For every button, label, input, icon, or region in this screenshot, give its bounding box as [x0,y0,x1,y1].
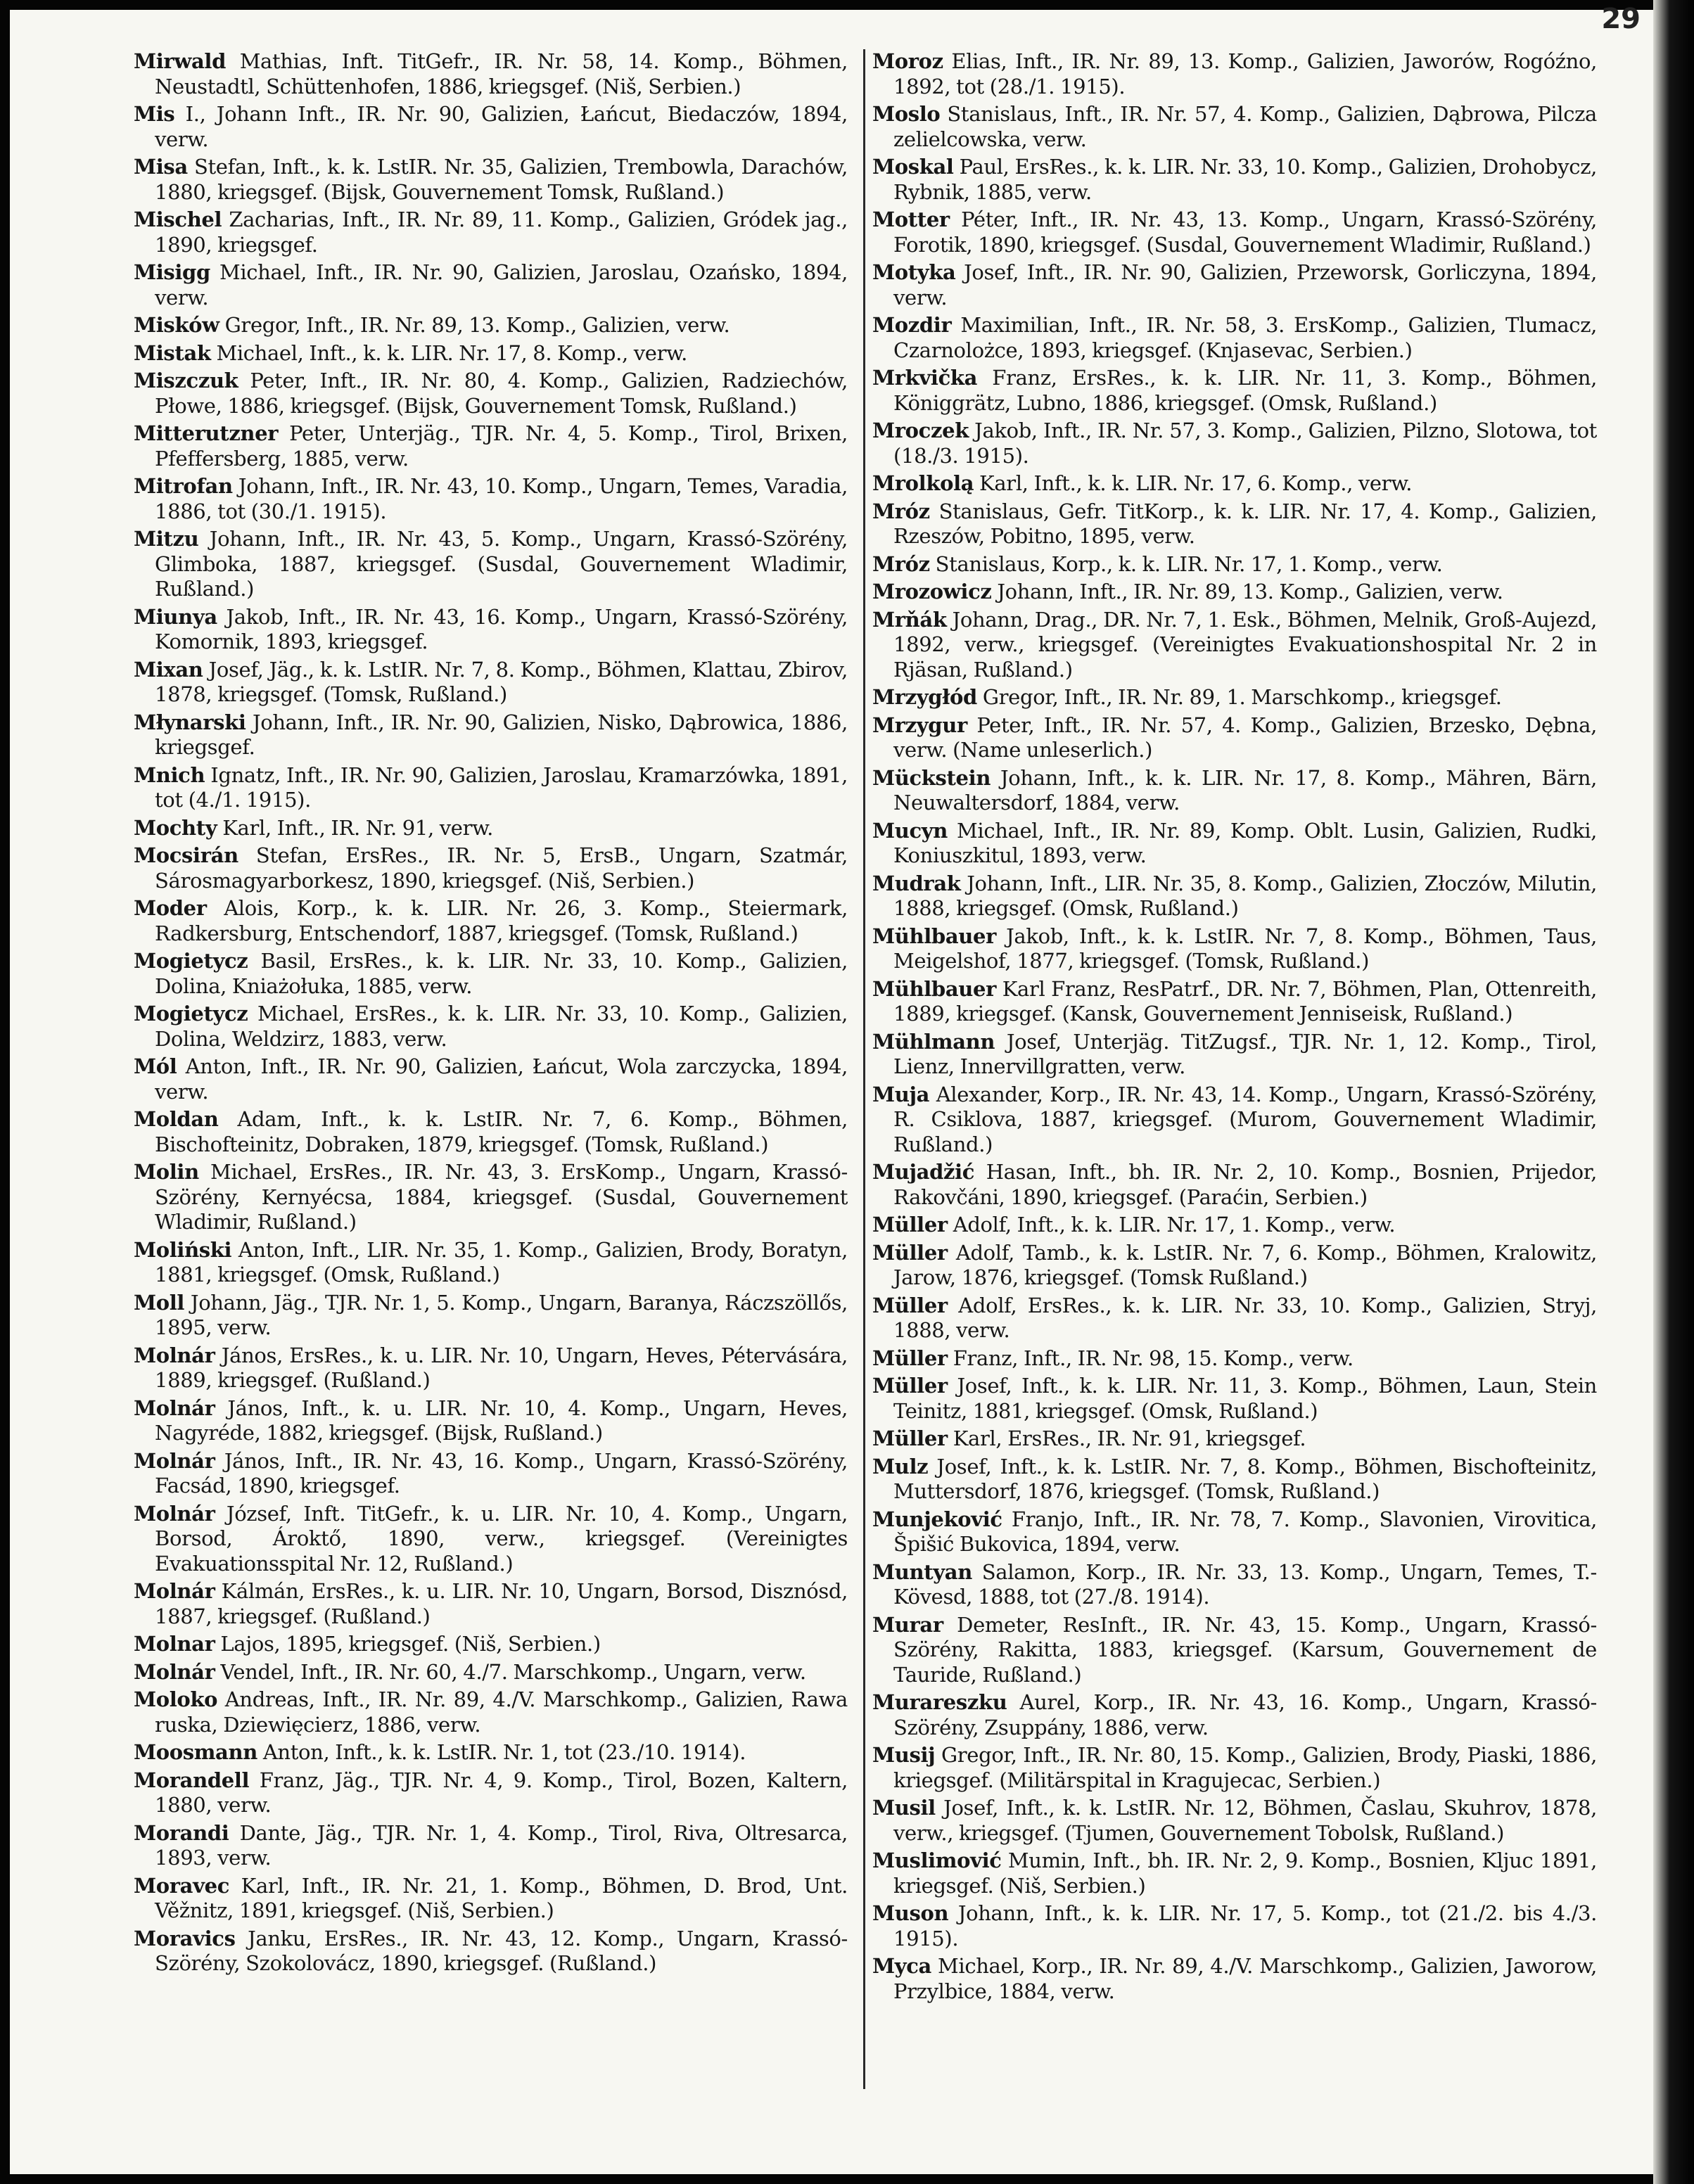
entry-details: Josef, Unterjäg. TitZugsf., TJR. Nr. 1, 12. Komp., Tirol, Lienz, Innervillgratten, verw. [893,1029,1597,1078]
page-edge-shadow [1653,0,1694,2184]
entry-details: Basil, ErsRes., k. k. LIR. Nr. 33, 10. Komp., Galizien, Dolina, Kniażołuka, 1885, verw. [155,949,848,998]
entry-surname: Mogietycz [134,1002,248,1026]
entry-details: Johann, Inft., IR. Nr. 43, 10. Komp., Ungarn, Temes, Varadia, 1886, tot (30./1. 1915). [155,474,848,523]
entry-surname: Muntyan [872,1559,972,1584]
entry [134,763,848,813]
entry-details: Johann, Inft., IR. Nr. 43, 5. Komp., Ungarn, Krassó-Szörény, Glimboka, 1887, kriegsgef. (Susdal, Gouvernement Wladimir, Rußland.) [155,527,848,601]
page-number: 29 [1601,3,1641,35]
entry [134,102,848,152]
entry-surname: Mühlmann [872,1029,995,1054]
entry-surname: Munjeković [872,1507,1002,1531]
entry [134,155,848,205]
entry-surname: Moder [134,896,207,920]
entry [134,949,848,999]
entry-surname: Moroz [872,49,943,73]
entry-details: Michael, Inft., IR. Nr. 90, Galizien, Jaroslau, Ozańsko, 1894, verw. [155,260,848,309]
entry [134,341,848,366]
entry-details: Alois, Korp., k. k. LIR. Nr. 26, 3. Komp., Steiermark, Radkersburg, Entschendorf, 1887, kriegsgef. (Tomsk, Rußland.) [155,896,848,945]
entry-details: Ignatz, Inft., IR. Nr. 90, Galizien, Jaroslau, Kramarzówka, 1891, tot (4./1. 1915). [155,762,848,812]
entry-surname: Misków [134,313,219,337]
entry-details: I., Johann Inft., IR. Nr. 90, Galizien, Łańcut, Biedaczów, 1894, verw. [155,102,848,151]
entry-details: Johann, Inft., LIR. Nr. 35, 8. Komp., Galizien, Złoczów, Milutin, 1888, kriegsgef. (Omsk, Rußland.) [893,871,1597,920]
entry-details: Jakob, Inft., k. k. LstIR. Nr. 7, 8. Komp., Böhmen, Taus, Meigelshof, 1877, kriegsgef. (Tomsk, Rußland.) [893,924,1597,973]
entry [134,710,848,760]
entry-details: József, Inft. TitGefr., k. u. LIR. Nr. 10, 4. Komp., Ungarn, Borsod, Ároktő, 1890, verw., kriegsgef. (Vereinigtes Evakuationsspital Nr. 12, Rußland.) [155,1501,848,1576]
entry-surname: Moosmann [134,1740,257,1764]
entry-details: Jakob, Inft., IR. Nr. 43, 16. Komp., Ungarn, Krassó-Szörény, Komornik, 1893, kriegsgef. [155,604,848,653]
entry [872,155,1597,205]
entry-details: Péter, Inft., IR. Nr. 43, 13. Komp., Ungarn, Krassó-Szörény, Forotik, 1890, kriegsgef. (Susdal, Gouvernement Wladimir, Rußland.) [893,207,1597,257]
entry-details: Josef, Inft., k. k. LstIR. Nr. 7, 8. Komp., Böhmen, Bischofteinitz, Muttersdorf, 1876, kriegsgef. (Tomsk, Rußland.) [893,1454,1597,1503]
entry-surname: Mól [134,1054,177,1078]
entry [134,1054,848,1104]
entry [872,1901,1597,1951]
entry [134,1579,848,1629]
entry-details: Gregor, Inft., IR. Nr. 89, 1. Marschkomp., kriegsgef. [976,685,1502,709]
entry [872,366,1597,416]
entry-details: Franz, ErsRes., k. k. LIR. Nr. 11, 3. Komp., Böhmen, Königgrätz, Lubno, 1886, kriegsgef. (Omsk, Rußland.) [893,366,1597,415]
entry [872,713,1597,763]
entry [872,580,1597,605]
column-divider [863,49,865,2089]
entry-details: Johann, Jäg., TJR. Nr. 1, 5. Komp., Ungarn, Baranya, Ráczszöllős, 1895, verw. [155,1290,848,1339]
entry-surname: Müller [872,1293,948,1317]
entry-details: Adolf, Tamb., k. k. LstIR. Nr. 7, 6. Komp., Böhmen, Kralowitz, Jarow, 1876, kriegsgef. (Tomsk Rußland.) [893,1240,1597,1289]
entry-surname: Mitterutzner [134,421,279,445]
entry-details: Jakob, Inft., IR. Nr. 57, 3. Komp., Galizien, Pilzno, Slotowa, tot (18./3. 1915). [893,419,1597,468]
entry-surname: Mulz [872,1454,929,1479]
entry-surname: Molnár [134,1659,215,1684]
entry [872,924,1597,974]
entry-details: Johann, Inft., IR. Nr. 89, 13. Komp., Galizien, verw. [991,580,1503,604]
entry-surname: Müller [872,1240,948,1265]
entry [134,1927,848,1977]
entry [134,1160,848,1235]
entry [134,1449,848,1499]
entry-details: Franjo, Inft., IR. Nr. 78, 7. Komp., Slavonien, Virovitica, Špišić Bukovica, 1894, verw. [893,1507,1597,1556]
entry [134,1238,848,1288]
entry [134,207,848,257]
entry-surname: Musij [872,1743,936,1767]
entry [872,1213,1597,1238]
entry-surname: Mistak [134,340,211,365]
entry-details: Salamon, Korp., IR. Nr. 33, 13. Komp., Ungarn, Temes, T.-Kövesd, 1888, tot (27./8. 1914). [893,1559,1597,1609]
entry-surname: Mis [134,102,175,126]
entry-details: Alexander, Korp., IR. Nr. 43, 14. Komp., Ungarn, Krassó-Szörény, R. Csiklova, 1887, kriegsgef. (Murom, Gouvernement Wladimir, Rußland.) [893,1082,1597,1156]
entry [134,605,848,655]
entry [872,1160,1597,1210]
entry-surname: Młynarski [134,710,246,734]
entry-details: János, Inft., IR. Nr. 43, 16. Komp., Ungarn, Krassó-Szörény, Facsád, 1890, kriegsgef. [155,1448,848,1497]
entry-details: Franz, Jäg., TJR. Nr. 4, 9. Komp., Tirol, Bozen, Kaltern, 1880, verw. [155,1768,848,1817]
entry [134,1632,848,1657]
entry-details: Michael, ErsRes., k. k. LIR. Nr. 33, 10. Komp., Galizien, Dolina, Weldzirz, 1883, verw. [155,1002,848,1051]
entry-surname: Moskal [872,155,954,179]
entry-details: Aurel, Korp., IR. Nr. 43, 16. Komp., Ungarn, Krassó-Szörény, Zsuppány, 1886, verw. [893,1690,1597,1739]
entry-details: Andreas, Inft., IR. Nr. 89, 4./V. Marschkomp., Galizien, Rawa ruska, Dziewięcierz, 1886, verw. [155,1687,848,1737]
entry-details: Adolf, Inft., k. k. LIR. Nr. 17, 1. Komp., verw. [947,1213,1396,1237]
entry-details: Anton, Inft., IR. Nr. 90, Galizien, Łańcut, Wola zarczycka, 1894, verw. [155,1054,848,1104]
entry-details: János, Inft., k. u. LIR. Nr. 10, 4. Komp., Ungarn, Heves, Nagyréde, 1882, kriegsgef. (Bijsk, Rußland.) [155,1396,848,1445]
entry-details: Vendel, Inft., IR. Nr. 60, 4./7. Marschkomp., Ungarn, verw. [215,1659,806,1684]
entry-surname: Mirwald [134,49,226,73]
entry-surname: Mróz [872,551,930,576]
entry [872,1743,1597,1793]
entry [872,419,1597,468]
entry [872,1294,1597,1343]
entry-details: Josef, Inft., k. k. LIR. Nr. 11, 3. Komp., Böhmen, Laun, Stein Teinitz, 1881, kriegsgef. (Omsk, Rußland.) [893,1374,1597,1423]
entry-surname: Muja [872,1082,930,1106]
entry [872,1560,1597,1610]
entry-surname: Müller [872,1346,948,1370]
left-column [134,49,848,1979]
entry-details: Stanislaus, Korp., k. k. LIR. Nr. 17, 1. Komp., verw. [929,551,1443,576]
entry-surname: Mochty [134,815,217,840]
entry [872,49,1597,99]
entry-details: Mumin, Inft., bh. IR. Nr. 2, 9. Komp., Bosnien, Kljuc 1891, kriegsgef. (Niš, Serbien.) [893,1848,1597,1898]
entry-details: Anton, Inft., LIR. Nr. 35, 1. Komp., Galizien, Brody, Boratyn, 1881, kriegsgef. (Omsk, Rußland.) [155,1237,848,1286]
entry [134,1502,848,1577]
entry-surname: Myca [872,1954,931,1978]
entry-surname: Mrzygur [872,713,967,737]
entry [134,896,848,946]
entry-surname: Miszczuk [134,369,238,392]
entry [134,1660,848,1685]
entry-details: Gregor, Inft., IR. Nr. 89, 13. Komp., Galizien, verw. [219,313,730,337]
entry-surname: Mühlbauer [872,976,997,1001]
entry-details: Johann, Inft., IR. Nr. 90, Galizien, Nisko, Dąbrowica, 1886, kriegsgef. [155,710,848,759]
entry [872,1796,1597,1846]
entry-details: Stefan, ErsRes., IR. Nr. 5, ErsB., Ungarn, Szatmár, Sárosmagyarborkesz, 1890, kriegsgef. (Niš, Serbien.) [155,843,848,893]
entry [872,1374,1597,1424]
entry-surname: Mroczek [872,419,969,442]
entry-surname: Morandi [134,1820,229,1845]
entry-details: Lajos, 1895, kriegsgef. (Niš, Serbien.) [215,1632,601,1656]
entry-details: Adam, Inft., k. k. LstIR. Nr. 7, 6. Komp., Böhmen, Bischofteinitz, Dobraken, 1879, kriegsgef. (Tomsk, Rußland.) [155,1107,848,1156]
entry-details: Johann, Inft., k. k. LIR. Nr. 17, 5. Komp., tot (21./2. bis 4./3. 1915). [893,1901,1597,1950]
entry-surname: Molnár [134,1448,215,1473]
entry [872,685,1597,710]
entry-details: Elias, Inft., IR. Nr. 89, 13. Komp., Galizien, Jaworów, Rogóźno, 1892, tot (28./1. 1915). [893,49,1597,98]
entry [134,1687,848,1737]
entry [134,527,848,602]
entry-surname: Moloko [134,1687,218,1711]
entry [872,1613,1597,1688]
entry-surname: Müller [872,1426,948,1450]
entry-details: Dante, Jäg., TJR. Nr. 1, 4. Komp., Tirol, Riva, Oltresarca, 1893, verw. [155,1820,848,1870]
entry-surname: Mujadžić [872,1160,975,1184]
entry [134,816,848,841]
entry [134,1740,848,1765]
entry-surname: Mnich [134,762,205,787]
entry-surname: Musil [872,1796,936,1820]
entry-surname: Molnár [134,1501,215,1526]
entry-details: Stanislaus, Gefr. TitKorp., k. k. LIR. Nr. 17, 4. Komp., Galizien, Rzeszów, Pobitno, 1895, verw. [893,499,1597,548]
entry [872,766,1597,816]
entry-details: Johann, Drag., DR. Nr. 7, 1. Esk., Böhmen, Melnik, Groß-Aujezd, 1892, verw., kriegsgef. (Vereinigtes Evakuationshospital Nr. 2 in Rjäsan, Rußland.) [893,607,1597,682]
entry-surname: Motyka [872,260,956,284]
entry-surname: Moliński [134,1237,232,1262]
entry-surname: Mróz [872,499,930,523]
entry [872,1241,1597,1291]
entry [872,1455,1597,1505]
entry [872,207,1597,257]
entry-surname: Mühlbauer [872,924,997,948]
entry [134,1343,848,1393]
entry-details: Karl, Inft., IR. Nr. 21, 1. Komp., Böhmen, D. Brod, Unt. Věžnitz, 1891, kriegsgef. (Niš, Serbien.) [155,1873,848,1922]
entry-details: Zacharias, Inft., IR. Nr. 89, 11. Komp., Galizien, Gródek jag., 1890, kriegsgef. [155,207,848,257]
entry [134,474,848,524]
entry-surname: Murareszku [872,1690,1007,1714]
entry [134,369,848,419]
entry [872,313,1597,363]
entry [134,658,848,708]
entry-surname: Moll [134,1290,185,1315]
entry-surname: Molnár [134,1396,215,1420]
entry-surname: Molnár [134,1343,215,1367]
entry-details: Karl, Inft., IR. Nr. 91, verw. [217,815,493,840]
entry-surname: Mrolkolą [872,471,974,495]
entry-details: Hasan, Inft., bh. IR. Nr. 2, 10. Komp., Bosnien, Prijedor, Rakovčáni, 1890, kriegsgef. (Paraćin, Serbien.) [893,1160,1597,1209]
entry-surname: Moldan [134,1107,219,1131]
entry [872,1507,1597,1557]
entry-details: Janku, ErsRes., IR. Nr. 43, 12. Komp., Ungarn, Krassó-Szörény, Szokolovácz, 1890, kriegsgef. (Rußland.) [155,1926,848,1975]
entry-surname: Mixan [134,657,203,682]
entry-surname: Molnar [134,1632,215,1656]
entry-surname: Müller [872,1213,948,1237]
entry [134,843,848,893]
entry [872,1954,1597,2004]
entry-details: Josef, Inft., k. k. LstIR. Nr. 12, Böhmen, Časlau, Skuhrov, 1878, verw., kriegsgef. (Tjumen, Gouvernement Tobolsk, Rußland.) [893,1796,1597,1845]
entry-details: Michael, ErsRes., IR. Nr. 43, 3. ErsKomp., Ungarn, Krassó-Szörény, Kernyécsa, 1884, kriegsgef. (Susdal, Gouvernement Wladimir, Rußland.) [155,1160,848,1234]
entry-details: Anton, Inft., k. k. LstIR. Nr. 1, tot (23./10. 1914). [257,1740,746,1764]
entry-details: Paul, ErsRes., k. k. LIR. Nr. 33, 10. Komp., Galizien, Drohobycz, Rybnik, 1885, verw. [893,155,1597,204]
entry [134,1396,848,1446]
entry [134,421,848,471]
entry [134,1291,848,1341]
entry [872,260,1597,310]
entry-surname: Mudrak [872,871,961,895]
entry [872,1848,1597,1898]
entry-details: Josef, Inft., IR. Nr. 90, Galizien, Przeworsk, Gorliczyna, 1894, verw. [893,260,1597,309]
entry-details: Mathias, Inft. TitGefr., IR. Nr. 58, 14. Komp., Böhmen, Neustadtl, Schüttenhofen, 1886, kriegsgef. (Niš, Serbien.) [155,49,848,98]
entry-details: János, ErsRes., k. u. LIR. Nr. 10, Ungarn, Heves, Pétervására, 1889, kriegsgef. (Rußland.) [155,1343,848,1392]
entry-details: Stanislaus, Inft., IR. Nr. 57, 4. Komp., Galizien, Dąbrowa, Pilcza zelielcowska, verw. [893,102,1597,151]
entry-details: Kálmán, ErsRes., k. u. LIR. Nr. 10, Ungarn, Borsod, Disznósd, 1887, kriegsgef. (Rußland.) [155,1579,848,1628]
entry [872,608,1597,683]
entry [134,1002,848,1052]
entry-surname: Misa [134,155,188,179]
entry [872,102,1597,152]
entry-details: Gregor, Inft., IR. Nr. 80, 15. Komp., Galizien, Brody, Piaski, 1886, kriegsgef. (Militärspital in Kragujecac, Serbien.) [893,1743,1597,1792]
entry [872,1690,1597,1740]
entry [872,819,1597,869]
entry-surname: Motter [872,207,950,231]
entry [134,1768,848,1818]
entry-surname: Mitrofan [134,474,233,498]
entry [872,1083,1597,1158]
entry-surname: Mocsirán [134,843,238,867]
entry-details: Josef, Jäg., k. k. LstIR. Nr. 7, 8. Komp., Böhmen, Klattau, Zbirov, 1878, kriegsgef. (Tomsk, Rußland.) [155,657,848,706]
entry-details: Adolf, ErsRes., k. k. LIR. Nr. 33, 10. Komp., Galizien, Stryj, 1888, verw. [893,1293,1597,1342]
entry-details: Karl Franz, ResPatrf., DR. Nr. 7, Böhmen, Plan, Ottenreith, 1889, kriegsgef. (Kansk, Gouvernement Jenniseisk, Rußland.) [893,976,1597,1026]
entry-surname: Mrozowicz [872,580,992,604]
entry-surname: Müller [872,1374,948,1398]
entry-surname: Mischel [134,207,222,231]
entry-surname: Mitzu [134,527,199,551]
entry-details: Peter, Inft., IR. Nr. 57, 4. Komp., Galizien, Brzesko, Dębna, verw. (Name unleserlich.) [893,713,1597,762]
entry [134,260,848,310]
entry [872,977,1597,1027]
entry-details: Michael, Korp., IR. Nr. 89, 4./V. Marschkomp., Galizien, Jaworow, Przylbice, 1884, verw. [893,1954,1597,2003]
entry-surname: Mozdir [872,313,952,337]
entry-surname: Morandell [134,1768,250,1792]
entry-surname: Molnár [134,1579,215,1603]
entry-surname: Murar [872,1612,943,1637]
entry-surname: Moravics [134,1926,236,1950]
entry-details: Demeter, ResInft., IR. Nr. 43, 15. Komp., Ungarn, Krassó-Szörény, Rakitta, 1883, kriegsgef. (Karsum, Gouvernement de Tauride, Rußland.) [893,1612,1597,1687]
entry [134,1874,848,1924]
entry-details: Stefan, Inft., k. k. LstIR. Nr. 35, Galizien, Trembowla, Darachów, 1880, kriegsgef. (Bijsk, Gouvernement Tomsk, Rußland.) [155,155,848,204]
entry [872,471,1597,497]
entry-details: Maximilian, Inft., IR. Nr. 58, 3. ErsKomp., Galizien, Tlumacz, Czarnolożce, 1893, kriegsgef. (Knjasevac, Serbien.) [893,313,1597,362]
entry-details: Peter, Unterjäg., TJR. Nr. 4, 5. Komp., Tirol, Brixen, Pfeffersberg, 1885, verw. [155,421,848,471]
entry-surname: Mogietycz [134,949,248,973]
entry [872,552,1597,577]
entry-surname: Molin [134,1160,199,1184]
entry-details: Karl, ErsRes., IR. Nr. 91, kriegsgef. [947,1426,1306,1450]
right-column [872,49,1597,2007]
entry-details: Johann, Inft., k. k. LIR. Nr. 17, 8. Komp., Mähren, Bärn, Neuwaltersdorf, 1884, verw. [893,765,1597,815]
entry-surname: Moslo [872,102,941,126]
entry [872,1030,1597,1080]
entry [134,313,848,338]
entry-surname: Mrzygłód [872,685,977,709]
entry-details: Peter, Inft., IR. Nr. 80, 4. Komp., Galizien, Radziechów, Płowe, 1886, kriegsgef. (Bijsk, Gouvernement Tomsk, Rußland.) [155,369,848,418]
entry-surname: Mückstein [872,765,991,790]
entry [872,1426,1597,1452]
entry-surname: Misigg [134,260,210,284]
entry [872,1346,1597,1372]
entry [872,499,1597,549]
entry-surname: Mrkvička [872,366,978,390]
entry-surname: Moravec [134,1873,230,1898]
entry-details: Michael, Inft., IR. Nr. 89, Komp. Oblt. Lusin, Galizien, Rudki, Koniuszkitul, 1893, verw. [893,818,1597,867]
entry-surname: Miunya [134,604,217,629]
entry-details: Franz, Inft., IR. Nr. 98, 15. Komp., verw. [947,1346,1354,1370]
entry [134,1821,848,1871]
entry-surname: Mrňák [872,607,947,632]
entry [872,871,1597,921]
entry-details: Michael, Inft., k. k. LIR. Nr. 17, 8. Komp., verw. [210,340,688,365]
entry-surname: Muson [872,1901,949,1925]
entry [134,1107,848,1157]
entry [134,49,848,99]
entry-surname: Mucyn [872,818,948,843]
entry-surname: Muslimović [872,1848,1002,1872]
entry-details: Karl, Inft., k. k. LIR. Nr. 17, 6. Komp., verw. [974,471,1413,495]
